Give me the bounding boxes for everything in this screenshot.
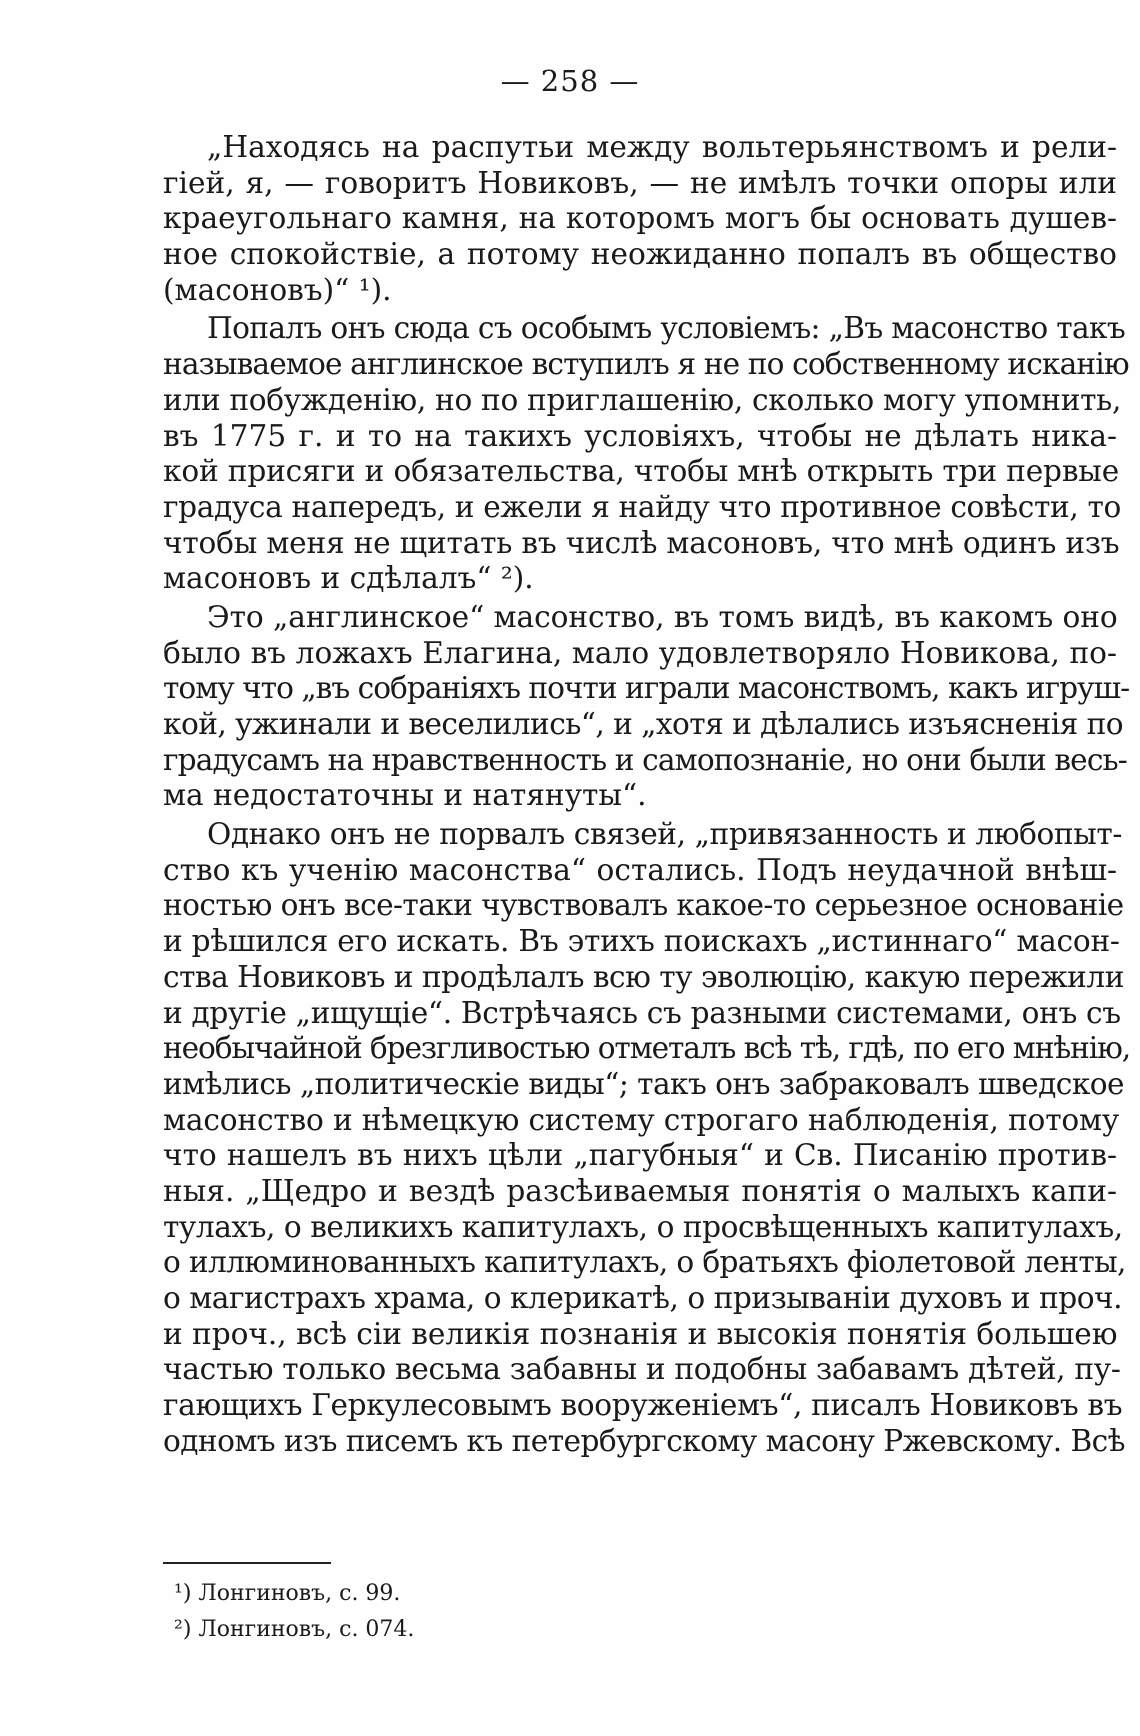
text-line: и проч., всѣ сіи великія познанія и высокія понятія большею [163,1316,1118,1351]
footnote: ²) Лонгиновъ, с. 074. [174,1617,415,1642]
text-line: (масоновъ)“ ¹). [163,272,392,307]
text-line: ства Новиковъ и продѣлалъ всю ту эволюцію, какую пережили [163,959,1124,994]
footnote: ¹) Лонгиновъ, с. 99. [174,1581,401,1606]
text-line: градуса напередъ, и ежели я найду что противное совѣсти, то [163,489,1121,524]
paragraph [163,599,1130,814]
text-line: было въ ложахъ Елагина, мало удовлетворяло Новикова, по- [163,635,1117,670]
text-line: краеугольнаго камня, на которомъ могъ бы основать душев- [163,201,1117,236]
body-text [163,130,1131,1459]
text-line: ностью онъ все-таки чувствовалъ какое-то серьезное основаніе [163,888,1124,923]
text-line: ныя. „Щедро и вездѣ разсѣиваемыя понятія о малыхъ капи- [163,1173,1117,1208]
text-line: въ 1775 г. и то на такихъ условіяхъ, чтобы не дѣлать ника- [163,418,1117,453]
footnotes [174,1576,414,1648]
text-line: и другіе „ищущіе“. Встрѣчаясь съ разными системами, онъ съ [163,995,1121,1030]
text-line: называемое англинское вступилъ я не по собственному исканію [163,347,1129,382]
text-line: Попалъ онъ сюда съ особымъ условіемъ: „Въ масонство такъ [207,311,1126,346]
text-line: кой, ужинали и веселились“, и „хотя и дѣлались изъясненія по [163,707,1124,741]
text-line: ство къ ученію масонства“ остались. Подъ неудачной внѣш- [163,852,1117,887]
text-line: чтобы меня не щитать въ числѣ масоновъ, что мнѣ одинъ изъ [163,525,1120,560]
text-line: градусамъ на нравственность и самопознаніе, но они были весь- [163,742,1127,777]
page-number: — 258 — [500,64,640,98]
text-line: масонство и нѣмецкую систему строгаго наблюденія, потому [163,1102,1120,1137]
text-line: о магистрахъ храма, о клерикатѣ, о призываніи духовъ и проч. [163,1281,1123,1315]
text-line: необычайной брезгливостью отметалъ всѣ тѣ, гдѣ, по его мнѣнію, [163,1031,1131,1066]
text-line: или побужденію, но по приглашенію, сколько могу упомнить, [163,382,1122,417]
text-line: кой присяги и обязательства, чтобы мнѣ открыть три первые [163,454,1120,489]
text-line: имѣлись „политическіе виды“; такъ онъ забраковалъ шведское [163,1066,1125,1101]
text-line: что нашелъ въ нихъ цѣли „пагубныя“ и Св. Писанію против- [163,1138,1117,1173]
paragraph [163,311,1129,597]
text-line: и рѣшился его искать. Въ этихъ поискахъ „истиннаго“ масон- [163,924,1120,959]
text-line: гіей, я, — говоритъ Новиковъ, — не имѣлъ точки опоры или [163,165,1117,200]
text-line: гающихъ Геркулесовымъ вооруженіемъ“, писалъ Новиковъ въ [163,1388,1123,1423]
text-line: тому что „въ собраніяхъ почти играли масонствомъ, какъ игруш- [163,671,1130,706]
text-line: одномъ изъ писемъ къ петербургскому масону Ржевскому. Всѣ [163,1423,1125,1458]
text-line: Однако онъ не порвалъ связей, „привязанность и любопыт- [207,817,1122,852]
text-line: ное спокойствіе, а потому неожиданно попалъ въ общество [163,237,1117,272]
text-line: ма недостаточны и натянуты“. [163,778,647,813]
text-line: „Находясь на распутьи между вольтерьянствомъ и рели- [207,130,1117,164]
footnote-separator [163,1562,331,1564]
text-line: Это „англинское“ масонство, въ томъ видѣ, въ какомъ оно [207,599,1118,634]
paragraph [163,130,1117,308]
text-line: частью только весьма забавны и подобны забавамъ дѣтей, пу- [163,1352,1121,1387]
text-line: о иллюминованныхъ капитулахъ, о братьяхъ фіолетовой ленты, [163,1245,1126,1280]
text-line: масоновъ и сдѣлалъ“ ²). [163,561,534,596]
paragraph [163,817,1131,1459]
text-line: тулахъ, о великихъ капитулахъ, о просвѣщенныхъ капитулахъ, [163,1209,1123,1244]
